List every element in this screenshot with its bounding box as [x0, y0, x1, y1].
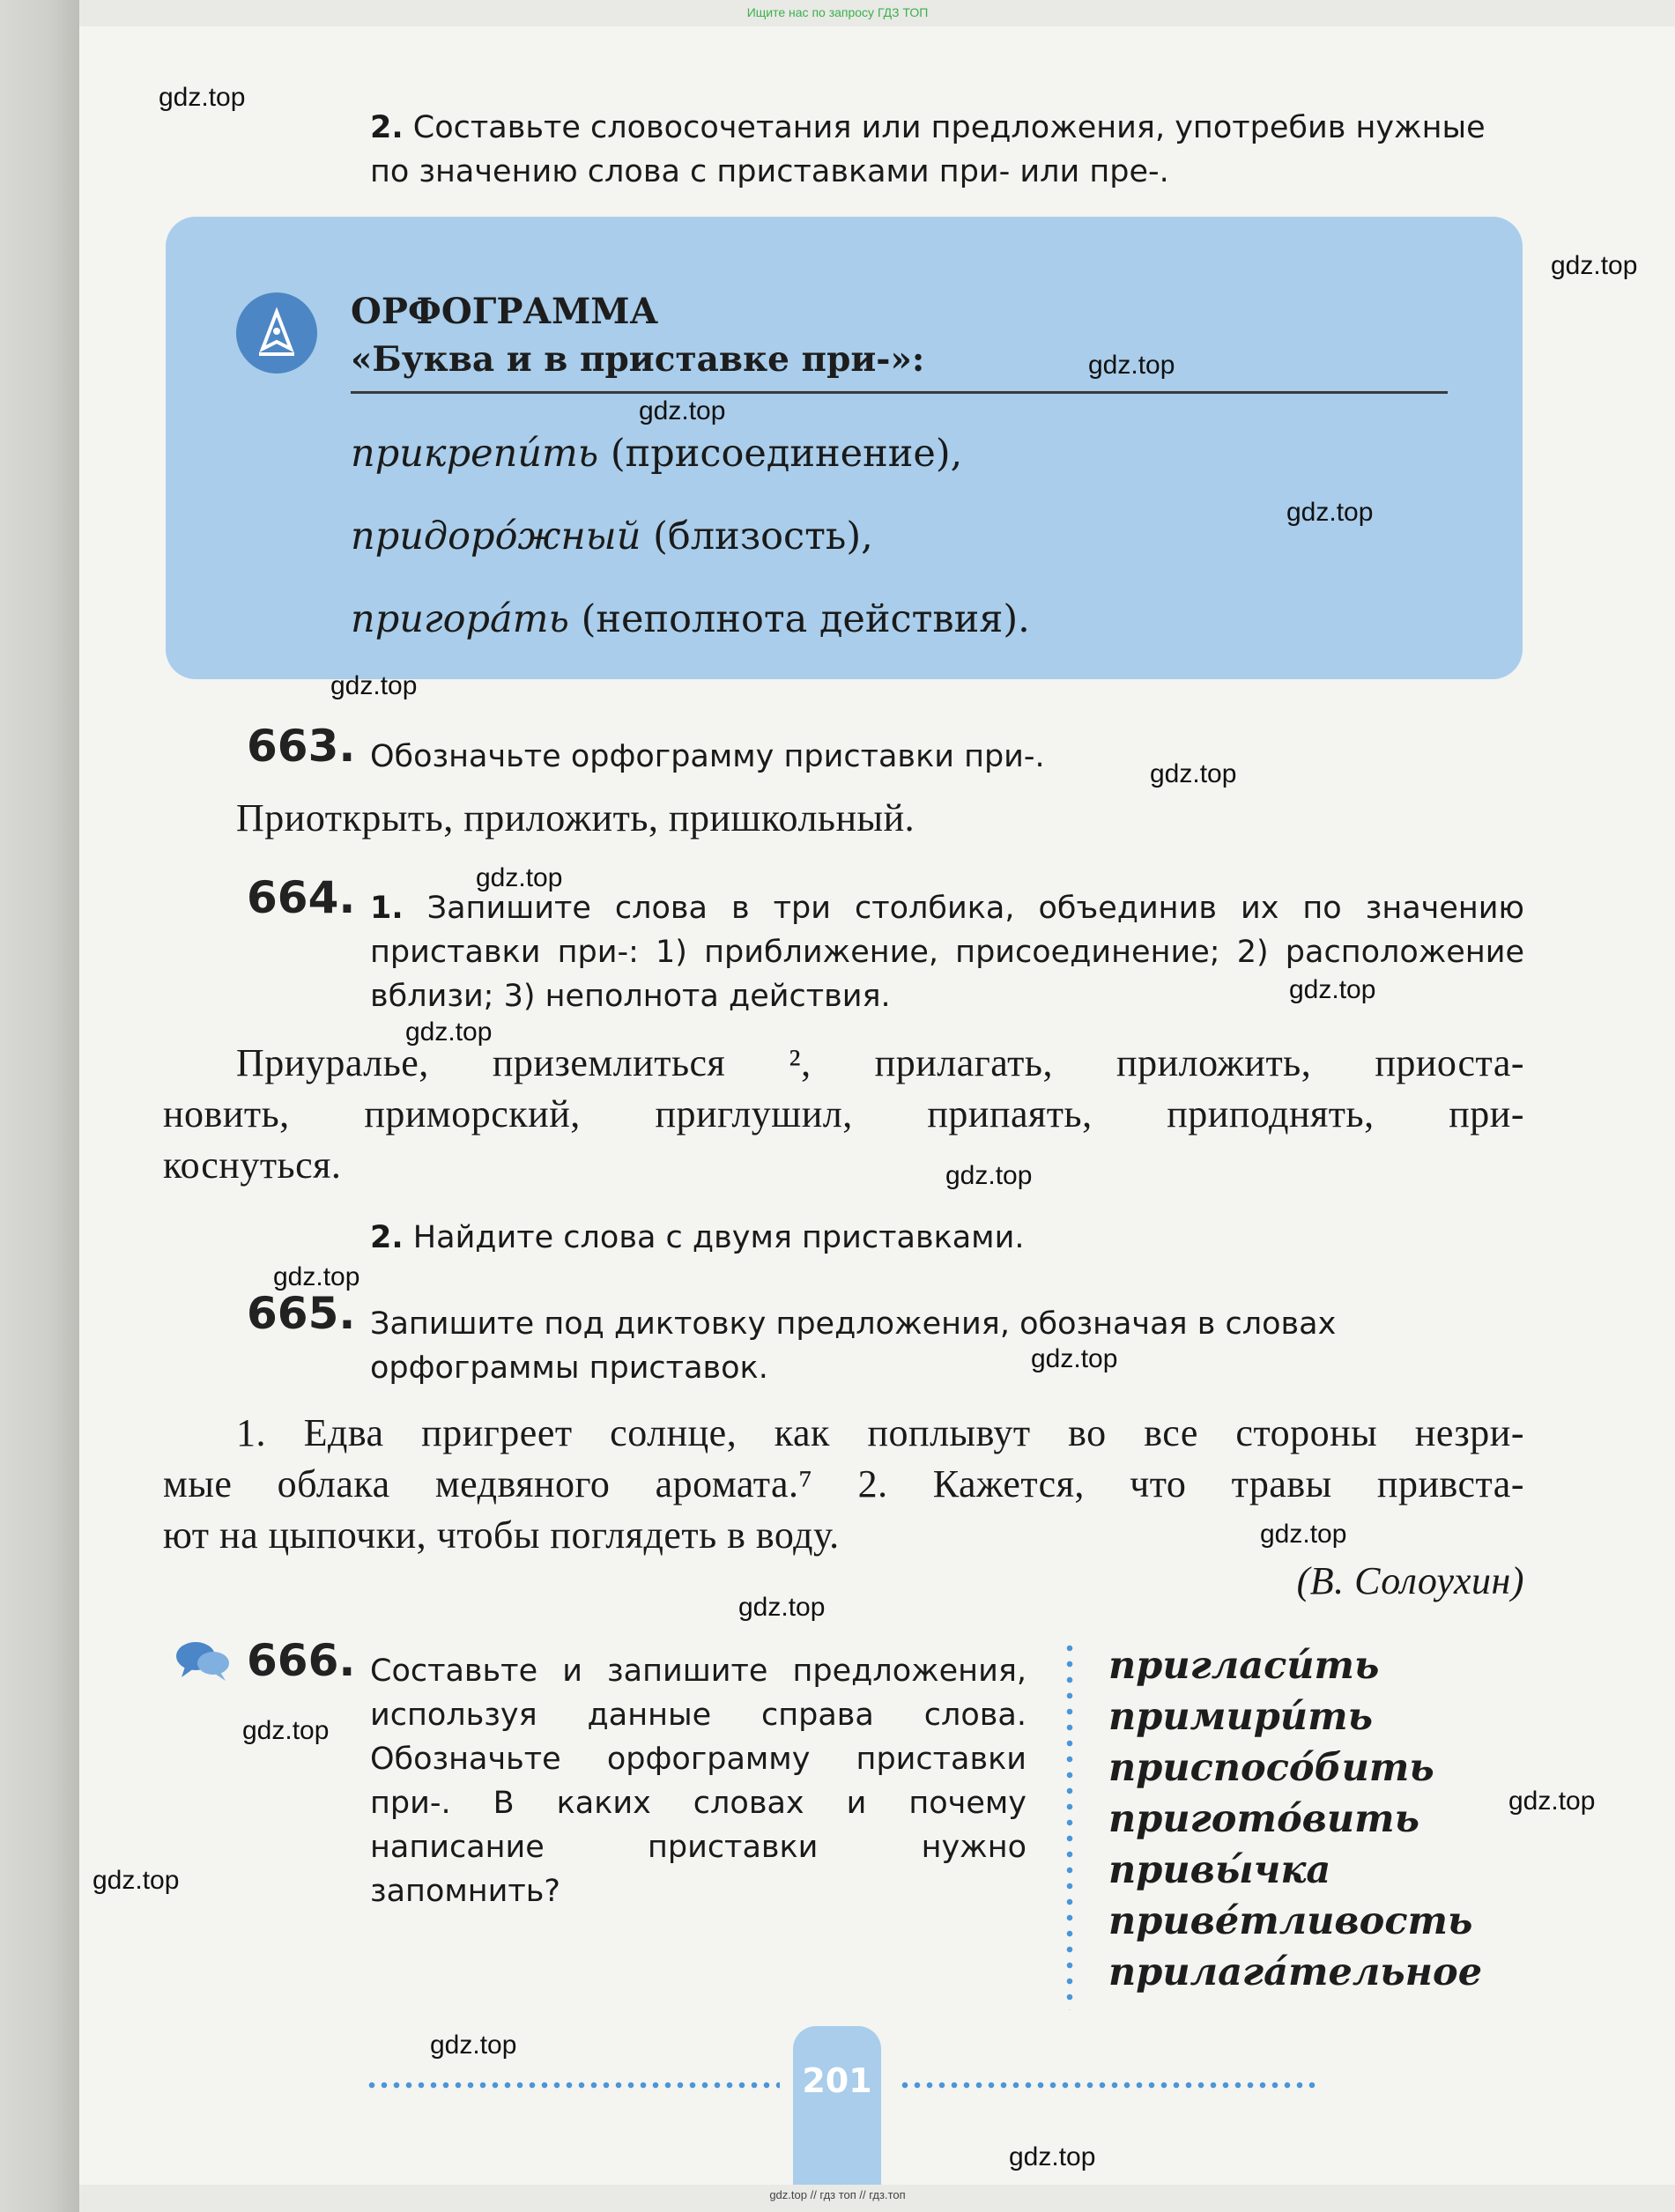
rule-example-word: пригора́ть: [351, 597, 569, 641]
rule-example-meaning: (близость),: [653, 514, 873, 559]
exercise-665-line-2: мые облака медвяного аромата.⁷ 2. Кажется, что травы привста-: [163, 1462, 1524, 1505]
watermark: gdz.top: [1009, 2142, 1096, 2171]
word-list-item: примири́ть: [1108, 1695, 1373, 1739]
rule-title: ОРФОГРАММА: [351, 291, 659, 332]
watermark: gdz.top: [1088, 351, 1175, 380]
word-list-item: пригото́вить: [1108, 1797, 1420, 1841]
rule-example-meaning: (неполнота действия).: [581, 597, 1030, 641]
exercise-664-task-number: 1.: [370, 891, 404, 926]
exercise-663-task: Обозначьте орфограмму приставки при-.: [370, 739, 1045, 774]
exercise-666-number: 666.: [247, 1635, 356, 1686]
prev-task-2-number: 2.: [370, 110, 404, 145]
rule-example-3: [351, 597, 1030, 641]
word-list-item: приве́тливость: [1108, 1899, 1473, 1943]
watermark: gdz.top: [945, 1161, 1033, 1190]
watermark: gdz.top: [639, 396, 726, 425]
footer-note: gdz.top // гдз топ // гдз.топ: [769, 2188, 906, 2201]
pen-nib-icon: [236, 292, 317, 374]
word-list-item: привы́чка: [1108, 1848, 1331, 1892]
rule-example-2: [351, 514, 873, 559]
exercise-664-task-text: Запишите слова в три столбика, объединив их по значению приставки при-: 1) приближение, присоединение; 2) расположение вблизи; 3) неполнота действия.: [370, 891, 1524, 1014]
page-number-tab: [793, 2026, 881, 2185]
exercise-666-word-list: [1108, 1640, 1482, 1998]
exercise-665-line-3: ют на цыпочки, чтобы поглядеть в воду.: [163, 1513, 840, 1557]
watermark: gdz.top: [476, 863, 563, 892]
exercise-665-task: Запишите под диктовку предложения, обозначая в словах орфограммы приставок.: [370, 1306, 1337, 1386]
rule-example-meaning: (присоединение),: [610, 432, 963, 476]
watermark: gdz.top: [738, 1593, 826, 1622]
word-list-item: приспосо́бить: [1108, 1746, 1434, 1790]
exercise-664-task-2: [370, 1216, 1024, 1260]
exercise-664-number: 664.: [247, 872, 356, 923]
exercise-664-line-2: новить, приморский, приглушил, припаять, приподнять, при-: [163, 1092, 1524, 1136]
prev-task-2-text: Составьте словосочетания или предложения, употребив нужные по значению слова с приставками при- или пре-.: [370, 110, 1486, 189]
exercise-664-task-2-text: Найдите слова с двумя приставками.: [412, 1220, 1025, 1255]
watermark: gdz.top: [1551, 251, 1638, 280]
page-gutter-shadow: [0, 0, 79, 2212]
page-number: 201: [802, 2061, 872, 2100]
header-note: Ищите нас по запросу ГДЗ ТОП: [746, 5, 929, 19]
watermark: gdz.top: [1150, 759, 1237, 788]
watermark: gdz.top: [242, 1716, 330, 1745]
rule-example-1: [351, 432, 962, 476]
watermark: gdz.top: [1508, 1787, 1596, 1816]
prev-task-2: [370, 106, 1524, 194]
rule-divider: [351, 391, 1448, 394]
watermark: gdz.top: [1260, 1520, 1347, 1549]
footer-dots-left: [366, 2081, 780, 2090]
watermark: gdz.top: [273, 1262, 360, 1291]
footer-dots-right: [899, 2081, 1317, 2090]
rule-subtitle: «Буква и в приставке при-»:: [351, 339, 925, 380]
exercise-665-number: 665.: [247, 1288, 356, 1339]
exercise-664-task-2-number: 2.: [370, 1220, 404, 1255]
exercise-663-text: Приоткрыть, приложить, пришкольный.: [236, 796, 915, 840]
rule-example-word: прикрепи́ть: [351, 432, 599, 476]
exercise-664-line-3: коснуться.: [163, 1143, 342, 1187]
rule-example-word: придоро́жный: [351, 514, 641, 559]
dotted-separator: [1065, 1640, 1074, 2010]
word-list-item: прилага́тельное: [1108, 1950, 1483, 1994]
exercise-663-number: 663.: [247, 721, 356, 772]
speech-bubbles-icon: [174, 1639, 231, 1688]
exercise-666-task: Составьте и запишите предложения, используя данные справа слова. Обозначьте орфограмму приставки при-. В каких словах и почему написание приставки нужно запомнить?: [370, 1653, 1026, 1909]
word-list-item: пригласи́ть: [1108, 1644, 1380, 1688]
watermark: gdz.top: [430, 2031, 517, 2060]
watermark: gdz.top: [159, 83, 246, 112]
watermark: gdz.top: [330, 671, 418, 700]
watermark: gdz.top: [405, 1017, 493, 1047]
watermark: gdz.top: [1289, 975, 1376, 1004]
watermark: gdz.top: [1031, 1344, 1118, 1373]
exercise-665-author: (В. Солоухин): [1296, 1559, 1524, 1602]
watermark: gdz.top: [1286, 498, 1374, 527]
exercise-664-line-1: Приуралье, приземлиться ², прилагать, приложить, приоста-: [236, 1041, 1524, 1084]
watermark: gdz.top: [93, 1866, 180, 1895]
exercise-665-line-1: 1. Едва пригреет солнце, как поплывут во все стороны незри-: [236, 1411, 1524, 1454]
